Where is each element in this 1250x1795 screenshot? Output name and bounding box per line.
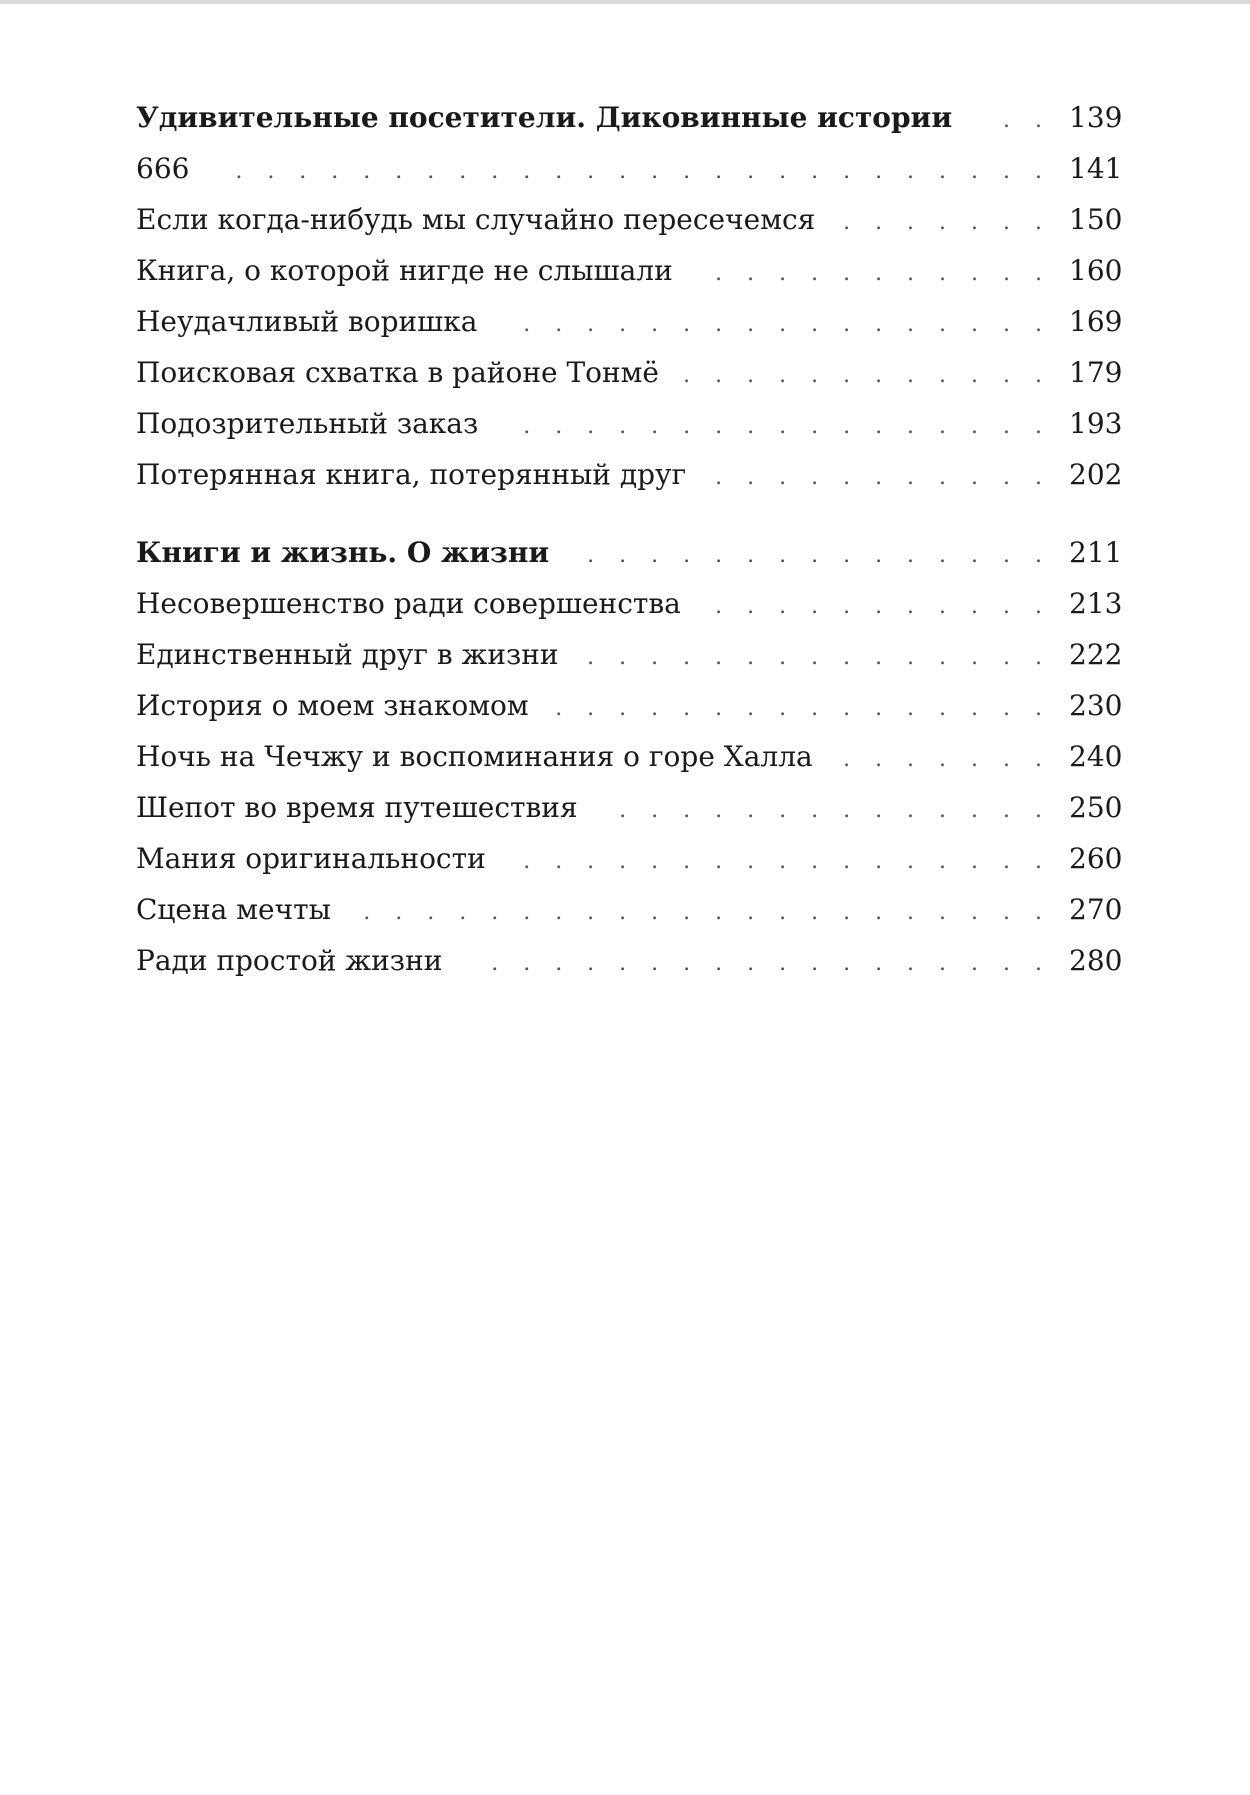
toc-entry-title: Потерянная книга, потерянный друг [136, 458, 687, 491]
dot-leader [705, 581, 1051, 632]
dot-leader [839, 197, 1051, 248]
toc-entry-title: Неудачливый воришка [136, 305, 478, 338]
toc-page-number: 141 [1069, 152, 1123, 185]
toc-page-number: 213 [1069, 587, 1123, 620]
toc-page-number: 139 [1069, 101, 1123, 134]
toc-page-number: 270 [1069, 893, 1123, 926]
toc-entry[interactable] [136, 245, 1121, 296]
toc-entry-title: Сцена мечты [136, 893, 331, 926]
toc-page-number: 222 [1069, 638, 1123, 671]
toc-entry[interactable] [136, 833, 1121, 884]
toc-entry[interactable] [136, 884, 1121, 935]
toc-page-number: 240 [1069, 740, 1123, 773]
dot-leader [573, 530, 1051, 581]
toc-entry-title: Несовершенство ради совершенства [136, 587, 681, 620]
toc-entry[interactable] [136, 398, 1121, 449]
toc-entry-title: Поисковая схватка в районе Тонмё [136, 356, 659, 389]
dot-leader [502, 401, 1051, 452]
toc-section-heading[interactable] [136, 92, 1121, 143]
toc-entry-title: Ради простой жизни [136, 944, 443, 977]
dot-leader [213, 146, 1051, 197]
toc-entry[interactable] [136, 194, 1121, 245]
dot-leader [602, 785, 1051, 836]
toc-entry[interactable] [136, 449, 1121, 500]
toc-page-number: 202 [1069, 458, 1123, 491]
toc-page-number: 230 [1069, 689, 1123, 722]
dot-leader [683, 350, 1051, 401]
toc-page-number: 280 [1069, 944, 1123, 977]
toc-entry-title: Книга, о которой нигде не слышали [136, 254, 673, 287]
toc-page-number: 193 [1069, 407, 1123, 440]
toc-entry[interactable] [136, 578, 1121, 629]
toc-entry-title: Ночь на Чечжу и воспоминания о горе Халла [136, 740, 813, 773]
dot-leader [510, 836, 1051, 887]
dot-leader [710, 452, 1051, 503]
toc-page-number: 160 [1069, 254, 1123, 287]
dot-leader [355, 887, 1051, 938]
toc-page-number: 150 [1069, 203, 1123, 236]
toc-page-number: 169 [1069, 305, 1123, 338]
toc-page-number: 211 [1069, 536, 1123, 569]
dot-leader [466, 938, 1051, 989]
toc-entry-title: Шепот во время путешествия [136, 791, 578, 824]
dot-leader [976, 95, 1051, 146]
toc-entry[interactable] [136, 347, 1121, 398]
toc-section-heading[interactable] [136, 527, 1121, 578]
toc-section [136, 527, 1121, 986]
dot-leader [837, 734, 1051, 785]
page-top-edge [0, 0, 1250, 4]
toc-page-number: 179 [1069, 356, 1123, 389]
toc-entry[interactable] [136, 680, 1121, 731]
toc-entry[interactable] [136, 782, 1121, 833]
dot-leader [501, 299, 1051, 350]
toc-page-number: 260 [1069, 842, 1123, 875]
toc-entry-title: Единственный друг в жизни [136, 638, 559, 671]
toc-entry-title: Книги и жизнь. О жизни [136, 536, 550, 569]
toc-entry-title: История о моем знакомом [136, 689, 529, 722]
toc-entry[interactable] [136, 935, 1121, 986]
toc-entry[interactable] [136, 143, 1121, 194]
dot-leader [697, 248, 1051, 299]
toc-entry-title: 666 [136, 152, 190, 185]
dot-leader [553, 683, 1051, 734]
toc-entry-title: Если когда-нибудь мы случайно пересечемся [136, 203, 816, 236]
toc-entry-title: Мания оригинальности [136, 842, 486, 875]
toc-page-number: 250 [1069, 791, 1123, 824]
toc-section [136, 92, 1121, 500]
toc-entry[interactable] [136, 629, 1121, 680]
toc-entry[interactable] [136, 731, 1121, 782]
toc-entry-title: Удивительные посетители. Диковинные истории [136, 101, 953, 134]
toc-entry[interactable] [136, 296, 1121, 347]
toc-entry-title: Подозрительный заказ [136, 407, 479, 440]
dot-leader [583, 632, 1051, 683]
table-of-contents [136, 92, 1121, 986]
